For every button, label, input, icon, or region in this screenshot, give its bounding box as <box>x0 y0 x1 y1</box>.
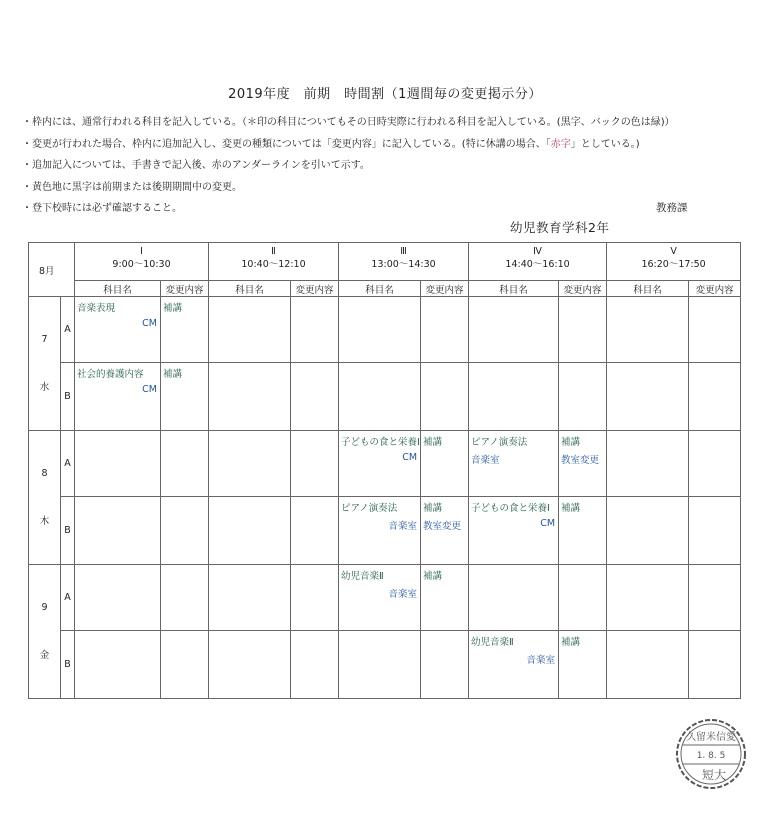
cell-change <box>689 431 741 497</box>
note-2-red: 赤字 <box>550 138 571 150</box>
change-type: 補講 <box>163 369 183 380</box>
note-3: ・追加記入については、手書きで記入後、赤のアンダーラインを引いて示す。 <box>22 160 370 171</box>
day-7-num: 7 <box>41 334 48 345</box>
cell-change <box>291 565 339 631</box>
period-3-header <box>339 243 469 281</box>
subject-name: 子どもの食と栄養Ⅰ <box>471 503 550 514</box>
cell-change <box>421 363 469 431</box>
day-8-num: 8 <box>41 468 48 479</box>
cell-subject <box>469 565 559 631</box>
cell-subject <box>469 497 559 565</box>
day-8-kanji: 木 <box>39 516 50 527</box>
cell-subject <box>469 363 559 431</box>
subject-name: 幼児音楽Ⅱ <box>471 637 514 648</box>
period-1-header <box>75 243 209 281</box>
cell-subject <box>607 297 689 363</box>
cell-subject <box>209 631 291 699</box>
cell-change <box>421 297 469 363</box>
slot-a: A <box>61 297 75 363</box>
cell-change <box>559 431 607 497</box>
cell-change <box>559 363 607 431</box>
cell-change <box>161 431 209 497</box>
cell-subject <box>607 497 689 565</box>
timetable <box>28 242 741 699</box>
subhead-subject: 科目名 <box>209 281 291 297</box>
day-8-label <box>29 431 61 565</box>
period-1-num: Ⅰ <box>140 246 143 257</box>
cell-change <box>161 297 209 363</box>
cell-subject <box>339 565 421 631</box>
slot-a: A <box>61 565 75 631</box>
cell-subject <box>469 431 559 497</box>
cell-subject <box>209 497 291 565</box>
period-5-header <box>607 243 741 281</box>
stamp-date-text: 1. 8. 5 <box>696 751 726 761</box>
department-label: 教務課 <box>656 202 688 214</box>
subhead-subject: 科目名 <box>607 281 689 297</box>
cell-change <box>291 431 339 497</box>
period-4-header <box>469 243 607 281</box>
note-2-text: ・変更が行われた場合、枠内に追加記入し、変更の種類については「変更内容」に記入している。(特に休講の場合、「 <box>22 138 551 150</box>
cell-change <box>161 497 209 565</box>
stamp-bottom-text: 短大 <box>701 768 727 782</box>
period-4-num: Ⅳ <box>533 246 542 257</box>
note-2 <box>22 134 752 156</box>
month-header: 8月 <box>29 243 75 297</box>
cell-change <box>689 363 741 431</box>
change-type: 補講 <box>423 437 443 448</box>
cell-subject <box>75 363 161 431</box>
cell-change <box>559 497 607 565</box>
slot-b: B <box>61 363 75 431</box>
cell-subject <box>75 631 161 699</box>
change-type: 補講 <box>163 303 183 314</box>
subhead-change: 変更内容 <box>291 281 339 297</box>
subhead-change: 変更内容 <box>559 281 607 297</box>
cell-subject <box>339 431 421 497</box>
period-1-time: 9:00〜10:30 <box>112 259 171 270</box>
period-4-time: 14:40〜16:10 <box>505 259 570 270</box>
room-name: CM <box>142 384 158 395</box>
cell-subject <box>209 565 291 631</box>
subject-name: ピアノ演奏法 <box>341 503 398 514</box>
cell-subject <box>75 431 161 497</box>
cell-subject <box>209 363 291 431</box>
change-type: 補講 <box>561 503 581 514</box>
cell-change <box>689 565 741 631</box>
cell-subject <box>607 431 689 497</box>
day-9-label <box>29 565 61 699</box>
cell-change <box>689 631 741 699</box>
room-name: 音楽室 <box>471 455 500 466</box>
cell-change <box>559 631 607 699</box>
cell-subject <box>339 363 421 431</box>
cell-change <box>689 497 741 565</box>
cell-subject <box>469 631 559 699</box>
period-2-time: 10:40〜12:10 <box>241 259 306 270</box>
change-type-2: 教室変更 <box>561 455 600 466</box>
room-name: CM <box>402 452 418 463</box>
period-2-num: Ⅱ <box>271 246 276 257</box>
cell-change <box>291 297 339 363</box>
subject-name: 子どもの食と栄養Ⅰ <box>341 437 420 448</box>
subhead-subject: 科目名 <box>339 281 421 297</box>
subhead-change: 変更内容 <box>689 281 741 297</box>
room-name: 音楽室 <box>388 589 418 600</box>
subhead-change: 変更内容 <box>161 281 209 297</box>
room-name: CM <box>142 318 158 329</box>
receipt-stamp <box>674 717 748 791</box>
room-name: 音楽室 <box>526 655 556 666</box>
period-3-time: 13:00〜14:30 <box>371 259 436 270</box>
slot-a: A <box>61 431 75 497</box>
cell-change <box>421 565 469 631</box>
slot-b: B <box>61 631 75 699</box>
change-type-2: 教室変更 <box>423 521 462 532</box>
cell-subject <box>607 631 689 699</box>
stamp-top-text: 久留米信愛 <box>686 732 736 743</box>
cell-change <box>559 565 607 631</box>
cell-change <box>291 631 339 699</box>
note-4: ・黄色地に黒字は前期または後期期間中の変更。 <box>22 181 242 193</box>
cell-change <box>421 631 469 699</box>
change-type: 補講 <box>561 437 581 448</box>
cell-change <box>559 297 607 363</box>
cell-change <box>161 363 209 431</box>
cell-subject <box>75 497 161 565</box>
cell-change <box>161 631 209 699</box>
cell-subject <box>209 431 291 497</box>
period-5-num: Ⅴ <box>670 246 677 257</box>
cell-change <box>421 431 469 497</box>
subhead-subject: 科目名 <box>469 281 559 297</box>
cell-subject <box>469 297 559 363</box>
subject-name: ピアノ演奏法 <box>471 437 528 448</box>
day-9-kanji: 金 <box>39 650 50 661</box>
subject-name: 音楽表現 <box>77 303 116 314</box>
day-7-kanji: 水 <box>39 382 50 393</box>
cell-subject <box>209 297 291 363</box>
class-name: 幼児教育学科2年 <box>510 220 610 235</box>
notes <box>22 112 752 220</box>
cell-subject <box>339 631 421 699</box>
note-2-tail: 」としている。) <box>570 138 640 150</box>
period-2-header <box>209 243 339 281</box>
page-title: 2019年度 前期 時間割（1週間毎の変更掲示分） <box>228 87 542 102</box>
note-5: ・登下校時には必ず確認すること。 <box>22 203 182 214</box>
cell-subject <box>75 297 161 363</box>
room-name: 音楽室 <box>388 521 418 532</box>
slot-b: B <box>61 497 75 565</box>
cell-subject <box>339 297 421 363</box>
cell-subject <box>339 497 421 565</box>
day-9-num: 9 <box>41 602 48 613</box>
subhead-subject: 科目名 <box>75 281 161 297</box>
cell-change <box>291 363 339 431</box>
subject-name: 社会的養護内容 <box>77 369 144 380</box>
change-type: 補講 <box>561 637 581 648</box>
note-1: ・枠内には、通常行われる科目を記入している。（＊印の科目についてもその日時実際に行われる科目を記入している。(黒字、バックの色は緑)） <box>22 117 675 128</box>
change-type: 補講 <box>423 571 443 582</box>
room-name: CM <box>540 518 556 529</box>
cell-subject <box>607 363 689 431</box>
change-type: 補講 <box>423 503 443 514</box>
cell-change <box>421 497 469 565</box>
subject-name: 幼児音楽Ⅱ <box>341 571 384 582</box>
cell-change <box>161 565 209 631</box>
cell-subject <box>75 565 161 631</box>
cell-change <box>291 497 339 565</box>
subhead-change: 変更内容 <box>421 281 469 297</box>
cell-subject <box>607 565 689 631</box>
cell-change <box>689 297 741 363</box>
day-7-label <box>29 297 61 431</box>
period-3-num: Ⅲ <box>400 246 407 257</box>
period-5-time: 16:20〜17:50 <box>641 259 706 270</box>
